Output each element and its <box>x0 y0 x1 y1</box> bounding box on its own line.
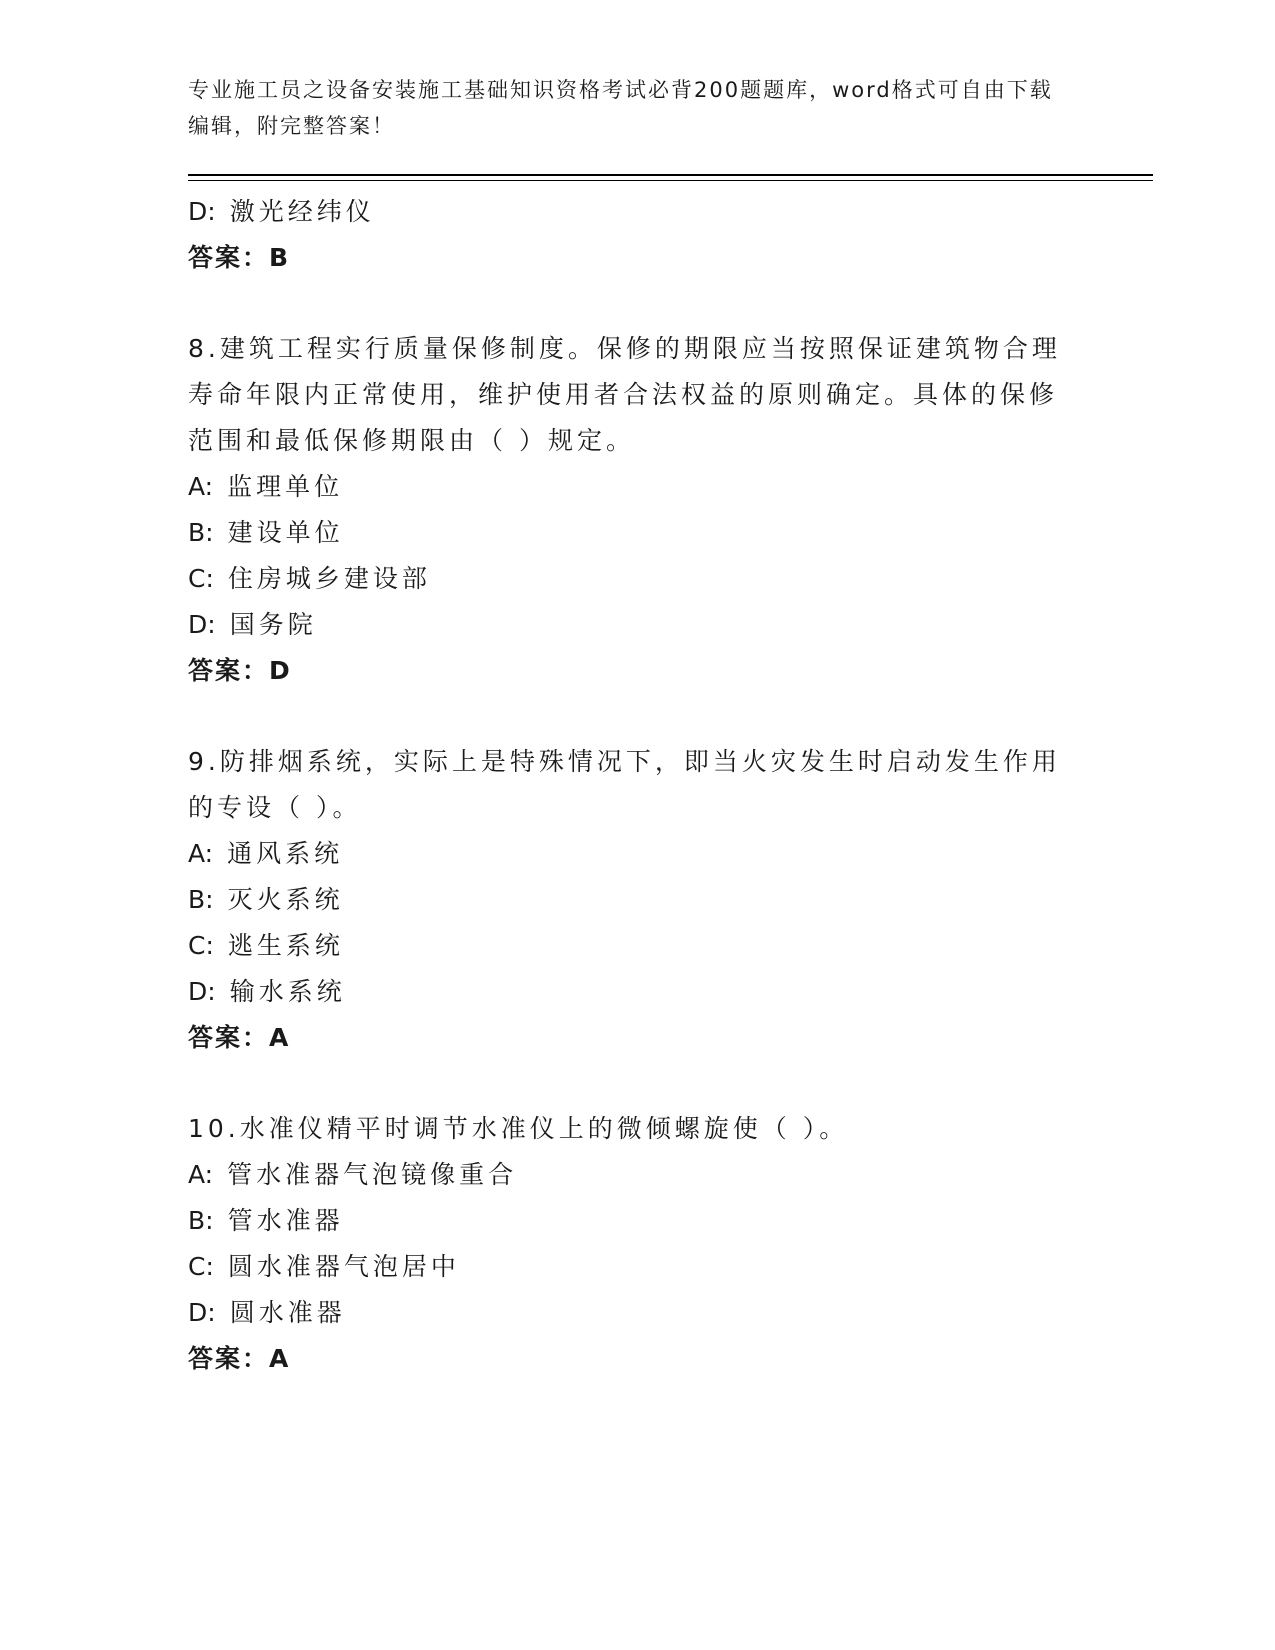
option-key: C <box>188 931 206 960</box>
option-key: C <box>188 564 206 593</box>
option-separator: : <box>204 472 214 501</box>
option-separator: : <box>205 564 214 593</box>
question-9 <box>188 739 1068 1061</box>
stem-line: 范围和最低保修期限由（ ）规定。 <box>188 426 635 455</box>
option-key: D <box>188 977 208 1006</box>
option-key: C <box>188 1252 206 1281</box>
option-separator: : <box>204 1160 214 1189</box>
option-a <box>188 464 1068 510</box>
option-text: 输水系统 <box>229 977 346 1006</box>
option-key: D <box>188 197 208 226</box>
option-text: 住房城乡建设部 <box>227 564 431 593</box>
option-text: 圆水准器 <box>229 1298 346 1327</box>
option-key: D <box>188 610 208 639</box>
option-key: A <box>188 472 205 501</box>
option-text: 激光经纬仪 <box>229 197 375 226</box>
option-a <box>188 1152 1068 1198</box>
stem-line: 8.建筑工程实行质量保修制度。保修的期限应当按照保证建筑物合理 <box>188 334 1061 363</box>
option-separator: : <box>207 1298 216 1327</box>
question-stem <box>188 326 1068 464</box>
option-c <box>188 556 1068 602</box>
question-stem <box>188 739 1068 831</box>
option-separator: : <box>207 197 216 226</box>
option-separator: : <box>207 977 216 1006</box>
option-text: 监理单位 <box>227 472 344 501</box>
question-8 <box>188 326 1068 694</box>
option-key: A <box>188 839 205 868</box>
stem-line: 9.防排烟系统，实际上是特殊情况下，即当火灾发生时启动发生作用 <box>188 747 1061 776</box>
option-separator: : <box>205 1206 214 1235</box>
option-separator: : <box>205 1252 214 1281</box>
option-d <box>188 189 1068 235</box>
document-header-title: 专业施工员之设备安装施工基础知识资格考试必背200题题库，word格式可自由下载编辑，附完整答案！ <box>188 78 1053 138</box>
option-key: B <box>188 1206 206 1235</box>
option-d <box>188 602 1068 648</box>
answer-line: 答案：A <box>188 1344 291 1373</box>
answer-line: 答案：D <box>188 656 292 685</box>
option-text: 国务院 <box>229 610 317 639</box>
option-separator: : <box>205 885 214 914</box>
option-c <box>188 1244 1068 1290</box>
option-text: 管水准器气泡镜像重合 <box>227 1160 518 1189</box>
header-divider-thin <box>188 180 1153 181</box>
option-a <box>188 831 1068 877</box>
option-text: 圆水准器气泡居中 <box>227 1252 460 1281</box>
header-divider-thick <box>188 174 1153 176</box>
option-c <box>188 923 1068 969</box>
stem-line: 10.水准仪精平时调节水准仪上的微倾螺旋使（ ）。 <box>188 1114 849 1143</box>
option-key: D <box>188 1298 208 1327</box>
option-key: B <box>188 885 206 914</box>
stem-line: 的专设（ ）。 <box>188 793 362 822</box>
question-stem <box>188 1106 1068 1152</box>
question-list <box>188 189 1068 1382</box>
answer-line: 答案：A <box>188 1023 291 1052</box>
option-b <box>188 877 1068 923</box>
option-text: 管水准器 <box>227 1206 344 1235</box>
option-d <box>188 1290 1068 1336</box>
option-b <box>188 1198 1068 1244</box>
option-key: B <box>188 518 206 547</box>
question-10 <box>188 1106 1068 1382</box>
answer-line: 答案：B <box>188 243 291 272</box>
option-separator: : <box>205 931 214 960</box>
option-separator: : <box>207 610 216 639</box>
option-d <box>188 969 1068 1015</box>
option-b <box>188 510 1068 556</box>
option-separator: : <box>205 518 214 547</box>
option-text: 建设单位 <box>227 518 344 547</box>
stem-line: 寿命年限内正常使用，维护使用者合法权益的原则确定。具体的保修 <box>188 380 1059 409</box>
option-text: 通风系统 <box>227 839 344 868</box>
option-text: 灭火系统 <box>227 885 344 914</box>
option-text: 逃生系统 <box>227 931 344 960</box>
option-separator: : <box>204 839 214 868</box>
option-key: A <box>188 1160 205 1189</box>
